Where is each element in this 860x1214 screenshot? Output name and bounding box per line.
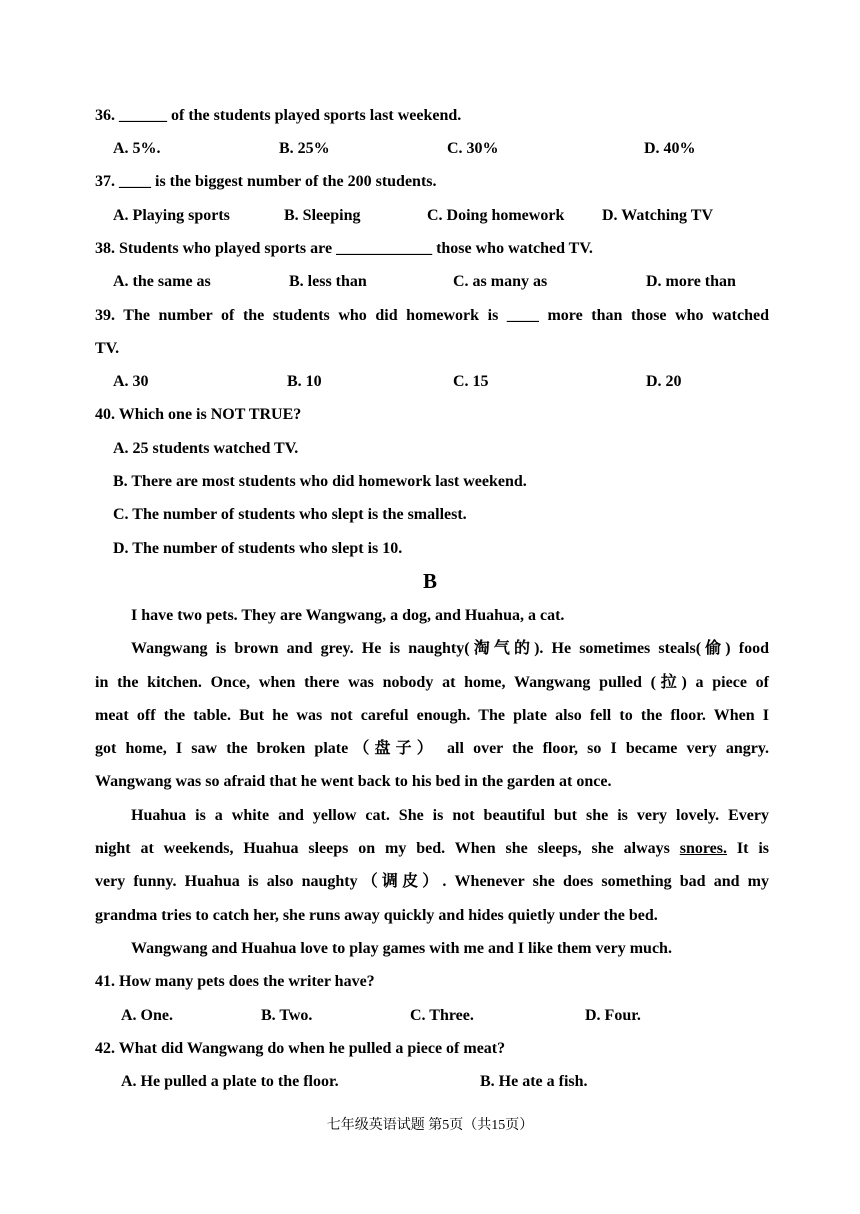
option-c: C. Three. (410, 1007, 474, 1024)
option-d: D. more than (646, 273, 736, 290)
option-a: A. 30 (113, 373, 149, 390)
passage-paragraph-1: I have two pets. They are Wangwang, a dog, and Huahua, a cat. (131, 607, 565, 624)
option-a: A. One. (121, 1007, 173, 1024)
question-40-option-c: C. The number of students who slept is the smallest. (113, 506, 467, 523)
passage-paragraph-2-line-3: meat off the table. But he was not careful enough. The plate also fell to the floor. When I (95, 707, 769, 724)
page-footer: 七年级英语试题 第5页（共15页） (326, 1118, 534, 1133)
question-37-stem: 37. ____ is the biggest number of the 200 students. (95, 173, 437, 190)
question-39-stem-line2: TV. (95, 340, 120, 357)
passage-paragraph-2-line-2: in the kitchen. Once, when there was nobody at home, Wangwang pulled (拉) a piece of (95, 674, 769, 691)
question-39-stem-line1: 39. The number of the students who did homework is ____ more than those who watched (95, 307, 769, 324)
question-40-option-d: D. The number of students who slept is 10. (113, 540, 403, 557)
question-36-stem: 36. ______ of the students played sports last weekend. (95, 107, 462, 124)
option-c: C. as many as (453, 273, 548, 290)
passage-paragraph-4: Wangwang and Huahua love to play games with me and I like them very much. (131, 940, 672, 957)
question-41-stem: 41. How many pets does the writer have? (95, 973, 375, 990)
text-after: It is (727, 840, 769, 857)
section-b-heading: B (422, 569, 437, 593)
passage-paragraph-2-line-5: Wangwang was so afraid that he went back to his bed in the garden at once. (95, 773, 612, 790)
option-a: A. the same as (113, 273, 211, 290)
option-b: B. 10 (287, 373, 322, 390)
option-d: D. 40% (644, 140, 696, 157)
option-d: D. 20 (646, 373, 682, 390)
option-a: A. He pulled a plate to the floor. (121, 1073, 339, 1090)
question-40-option-b: B. There are most students who did homework last weekend. (113, 473, 527, 490)
option-a: A. 5%. (113, 140, 161, 157)
option-d: D. Four. (585, 1007, 641, 1024)
passage-paragraph-3-line-3: very funny. Huahua is also naughty（调皮）. Whenever she does something bad and my (95, 873, 769, 890)
option-b: B. Sleeping (284, 207, 361, 224)
passage-paragraph-3-line-4: grandma tries to catch her, she runs away quickly and hides quietly under the bed. (95, 907, 658, 924)
option-d: D. Watching TV (602, 207, 713, 224)
option-b: B. Two. (261, 1007, 313, 1024)
question-42-stem: 42. What did Wangwang do when he pulled a piece of meat? (95, 1040, 506, 1057)
option-c: C. 30% (447, 140, 499, 157)
underlined-word-snores: snores. (679, 840, 727, 857)
option-b: B. 25% (279, 140, 330, 157)
option-c: C. Doing homework (427, 207, 565, 224)
question-40-stem: 40. Which one is NOT TRUE? (95, 406, 302, 423)
question-38-stem: 38. Students who played sports are ____________ those who watched TV. (95, 240, 593, 257)
passage-paragraph-3-line-1: Huahua is a white and yellow cat. She is not beautiful but she is very lovely. Every (131, 807, 769, 824)
option-b: B. less than (289, 273, 367, 290)
option-b: B. He ate a fish. (480, 1073, 588, 1090)
passage-paragraph-2-line-4: got home, I saw the broken plate（盘子） all over the floor, so I became very angry. (95, 740, 769, 757)
question-40-option-a: A. 25 students watched TV. (113, 440, 299, 457)
option-c: C. 15 (453, 373, 489, 390)
text-before: night at weekends, Huahua sleeps on my bed. When she sleeps, she always (95, 840, 680, 857)
passage-paragraph-3-line-2 (95, 839, 769, 859)
passage-paragraph-2-line-1: Wangwang is brown and grey. He is naughty(淘气的). He sometimes steals(偷) food (131, 640, 769, 657)
option-a: A. Playing sports (113, 207, 230, 224)
